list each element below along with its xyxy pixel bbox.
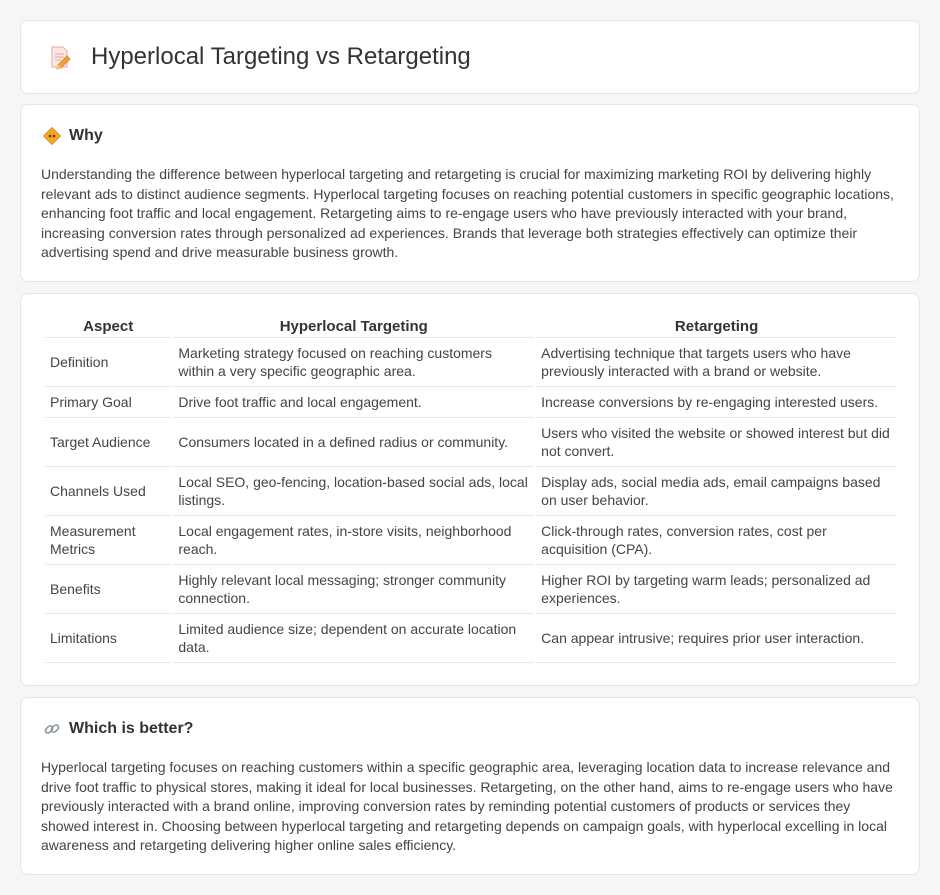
hyperlocal-cell: Marketing strategy focused on reaching customers within a very specific geographic area. bbox=[173, 338, 534, 387]
retargeting-cell: Display ads, social media ads, email campaigns based on user behavior. bbox=[536, 467, 897, 516]
diamond-sign-icon bbox=[43, 127, 61, 145]
table-row bbox=[45, 467, 897, 516]
link-icon bbox=[43, 720, 61, 738]
header-retargeting: Retargeting bbox=[536, 316, 897, 338]
why-heading bbox=[43, 127, 103, 145]
why-title: Why bbox=[69, 127, 103, 144]
better-text: Hyperlocal targeting focuses on reaching customers within a specific geographic area, leveraging location data to increase relevance and drive foot traffic to physical stores, making it ideal for local businesses. Retargeting, on the other hand, aims to re-engage users who have previously interacted with a brand online, improving conversion rates by reminding potential customers of products or services they showed interest in. Choosing between hyperlocal targeting and retargeting depends on campaign goals, with hyperlocal excelling in local awareness and retargeting delivering higher online sales efficiency. bbox=[41, 759, 893, 854]
retargeting-cell: Increase conversions by re-engaging interested users. bbox=[536, 387, 897, 418]
document-pencil-icon bbox=[45, 43, 73, 71]
retargeting-cell: Advertising technique that targets users who have previously interacted with a brand or website. bbox=[536, 338, 897, 387]
table-row bbox=[45, 418, 897, 467]
table-row bbox=[45, 516, 897, 565]
aspect-cell: Measurement Metrics bbox=[45, 516, 171, 565]
table-header-row bbox=[45, 316, 897, 338]
comparison-table bbox=[43, 316, 899, 663]
aspect-cell: Definition bbox=[45, 338, 171, 387]
why-section bbox=[20, 104, 920, 282]
hyperlocal-cell: Highly relevant local messaging; stronger community connection. bbox=[173, 565, 534, 614]
which-better-section bbox=[20, 697, 920, 875]
hyperlocal-cell: Local engagement rates, in-store visits, neighborhood reach. bbox=[173, 516, 534, 565]
aspect-cell: Limitations bbox=[45, 614, 171, 663]
aspect-cell: Benefits bbox=[45, 565, 171, 614]
hyperlocal-cell: Local SEO, geo-fencing, location-based social ads, local listings. bbox=[173, 467, 534, 516]
retargeting-cell: Click-through rates, conversion rates, cost per acquisition (CPA). bbox=[536, 516, 897, 565]
aspect-cell: Primary Goal bbox=[45, 387, 171, 418]
retargeting-cell: Can appear intrusive; requires prior user interaction. bbox=[536, 614, 897, 663]
table-row bbox=[45, 338, 897, 387]
title-row bbox=[45, 43, 471, 71]
table-row bbox=[45, 565, 897, 614]
header-hyperlocal: Hyperlocal Targeting bbox=[173, 316, 534, 338]
hyperlocal-cell: Limited audience size; dependent on accurate location data. bbox=[173, 614, 534, 663]
hyperlocal-cell: Drive foot traffic and local engagement. bbox=[173, 387, 534, 418]
header-aspect: Aspect bbox=[45, 316, 171, 338]
retargeting-cell: Users who visited the website or showed interest but did not convert. bbox=[536, 418, 897, 467]
retargeting-cell: Higher ROI by targeting warm leads; personalized ad experiences. bbox=[536, 565, 897, 614]
comparison-section bbox=[20, 293, 920, 686]
better-heading bbox=[43, 720, 193, 738]
aspect-cell: Target Audience bbox=[45, 418, 171, 467]
table-row bbox=[45, 614, 897, 663]
better-title: Which is better? bbox=[69, 720, 194, 737]
title-card bbox=[20, 20, 920, 94]
table-row bbox=[45, 387, 897, 418]
hyperlocal-cell: Consumers located in a defined radius or community. bbox=[173, 418, 534, 467]
page-title: Hyperlocal Targeting vs Retargeting bbox=[91, 43, 471, 70]
aspect-cell: Channels Used bbox=[45, 467, 171, 516]
why-text: Understanding the difference between hyperlocal targeting and retargeting is crucial for maximizing marketing ROI by delivering highly relevant ads to distinct audience segments. Hyperlocal targeting focuses on reaching potential customers in specific geographic locations, enhancing foot traffic and local engagement. Retargeting aims to re-engage users who have previously interacted with your brand, increasing conversion rates through personalized ad experiences. Brands that leverage both strategies effectively can optimize their advertising spend and drive measurable business growth. bbox=[41, 166, 894, 261]
